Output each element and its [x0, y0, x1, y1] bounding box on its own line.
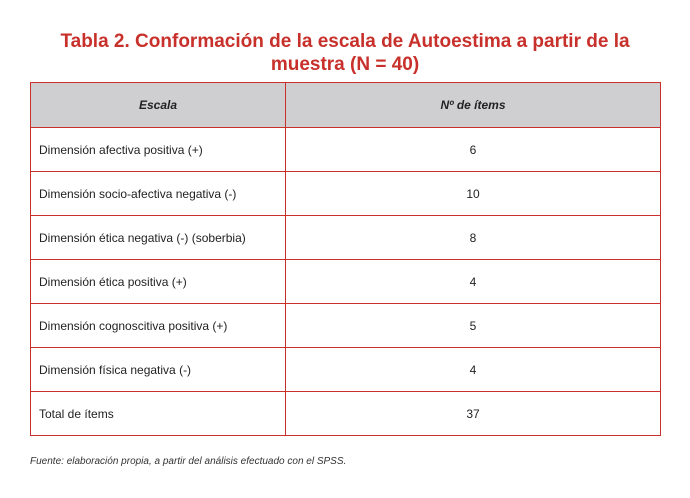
source-footnote: Fuente: elaboración propia, a partir del análisis efectuado con el SPSS.: [30, 456, 347, 467]
cell-escala: Dimensión afectiva positiva (+): [31, 128, 286, 172]
cell-escala: Dimensión cognoscitiva positiva (+): [31, 304, 286, 348]
table-title-line-1: Tabla 2. Conformación de la escala de Autoestima a partir de la: [60, 31, 630, 52]
table-row: [31, 216, 661, 260]
table-row-total: [31, 392, 661, 436]
cell-escala: Total de ítems: [31, 392, 286, 436]
table-row: [31, 260, 661, 304]
cell-items: 8: [286, 216, 661, 260]
table-title-line-2: muestra (N = 40): [270, 54, 420, 75]
cell-items: 4: [286, 348, 661, 392]
cell-items: 4: [286, 260, 661, 304]
cell-escala: Dimensión socio-afectiva negativa (-): [31, 172, 286, 216]
cell-items: 5: [286, 304, 661, 348]
cell-items: 37: [286, 392, 661, 436]
table-row: [31, 348, 661, 392]
table-header-row: [31, 83, 661, 128]
cell-items: 6: [286, 128, 661, 172]
autoestima-table: [30, 82, 661, 436]
header-num-items: Nº de ítems: [286, 83, 661, 128]
table-row: [31, 172, 661, 216]
cell-items: 10: [286, 172, 661, 216]
cell-escala: Dimensión ética positiva (+): [31, 260, 286, 304]
table-title: [0, 30, 690, 76]
table-row: [31, 128, 661, 172]
table-row: [31, 304, 661, 348]
header-escala: Escala: [31, 83, 286, 128]
cell-escala: Dimensión ética negativa (-) (soberbia): [31, 216, 286, 260]
cell-escala: Dimensión física negativa (-): [31, 348, 286, 392]
